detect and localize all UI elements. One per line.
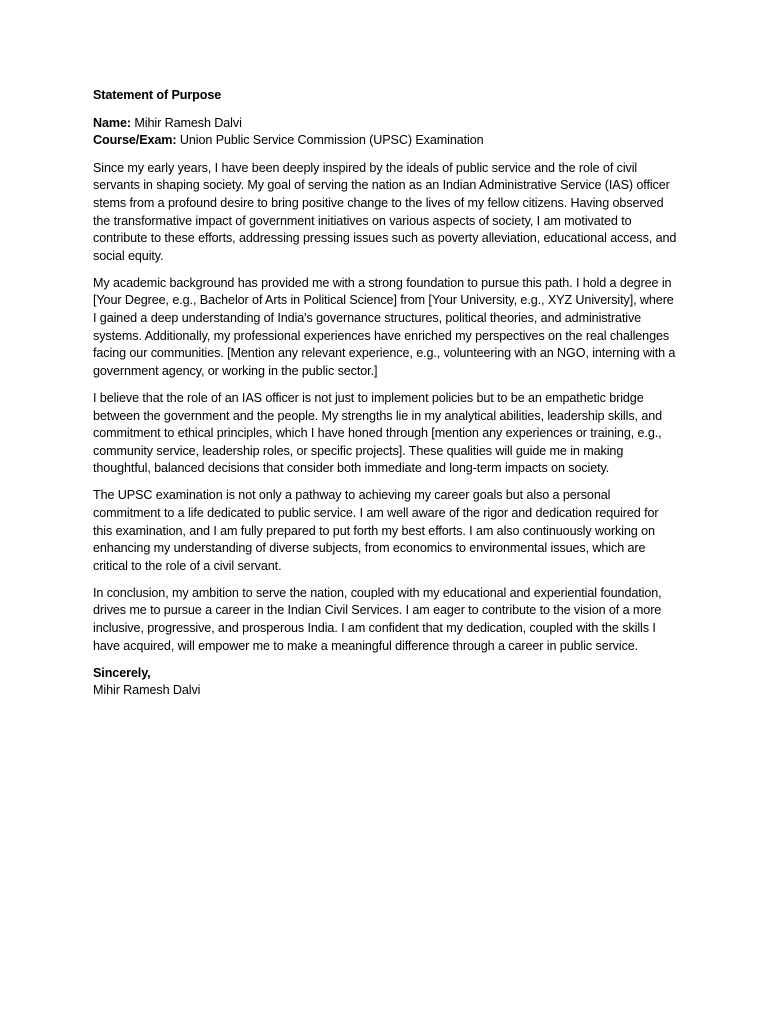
paragraph-academic-background: My academic background has provided me with a strong foundation to pursue this path. I hold a degree in [Your Degree, e.g., Bachelor of Arts in Political Science] from [Your University, e.g., XYZ University], where I gained a deep understanding of India's governance structures, political theories, and administrative systems. Additionally, my professional experiences have enriched my perspectives on the real challenges facing our communities. [Mention any relevant experience, e.g., volunteering with an NGO, interning with a government agency, or working in the public sector.]: [93, 275, 676, 378]
paragraph-strengths: I believe that the role of an IAS officer is not just to implement policies but to be an empathetic bridge between the government and the people. My strengths lie in my analytical abilities, leadership skills, and commitment to ethical principles, which I have honed through [mention any experiences or training, e.g., community service, leadership roles, or specific projects]. These qualities will guide me in making thoughtful, balanced decisions that consider both immediate and long-term impacts on society.: [93, 390, 663, 476]
closing-block: [93, 665, 679, 700]
name-label: Name:: [93, 115, 131, 130]
paragraph-upsc-commitment: The UPSC examination is not only a pathway to achieving my career goals but also a personal commitment to a life dedicated to public service. I am well aware of the rigor and dedication required for this examination, and I am fully prepared to put forth my best efforts. I am also continuously working on enhancing my understanding of diverse subjects, from economics to environmental issues, which are critical to the role of a civil servant.: [93, 488, 659, 573]
course-value: Union Public Service Commission (UPSC) Examination: [176, 133, 484, 148]
name-value: Mihir Ramesh Dalvi: [131, 115, 242, 130]
course-line: [93, 132, 679, 150]
name-line: [93, 115, 679, 133]
document-body: [93, 87, 679, 700]
closing-salutation: Sincerely,: [93, 665, 151, 680]
paragraph-introduction: Since my early years, I have been deeply inspired by the ideals of public service and the role of civil servants in shaping society. My goal of serving the nation as an Indian Administrative Service (IAS) officer stems from a profound desire to bring positive change to the lives of my fellow citizens. Having observed the transformative impact of government initiatives on various aspects of society, I am motivated to contribute to these efforts, addressing pressing issues such as poverty alleviation, educational access, and social equity.: [93, 160, 677, 263]
applicant-details: [93, 115, 679, 150]
document-title: Statement of Purpose: [93, 88, 222, 102]
course-label: Course/Exam:: [93, 133, 177, 148]
signature-name: Mihir Ramesh Dalvi: [93, 683, 201, 698]
paragraph-conclusion: In conclusion, my ambition to serve the nation, coupled with my educational and experiential foundation, drives me to pursue a career in the Indian Civil Services. I am eager to contribute to the vision of a more inclusive, progressive, and prosperous India. I am confident that my dedication, coupled with the skills I have acquired, will empower me to make a meaningful difference through a career in public service.: [93, 585, 662, 653]
